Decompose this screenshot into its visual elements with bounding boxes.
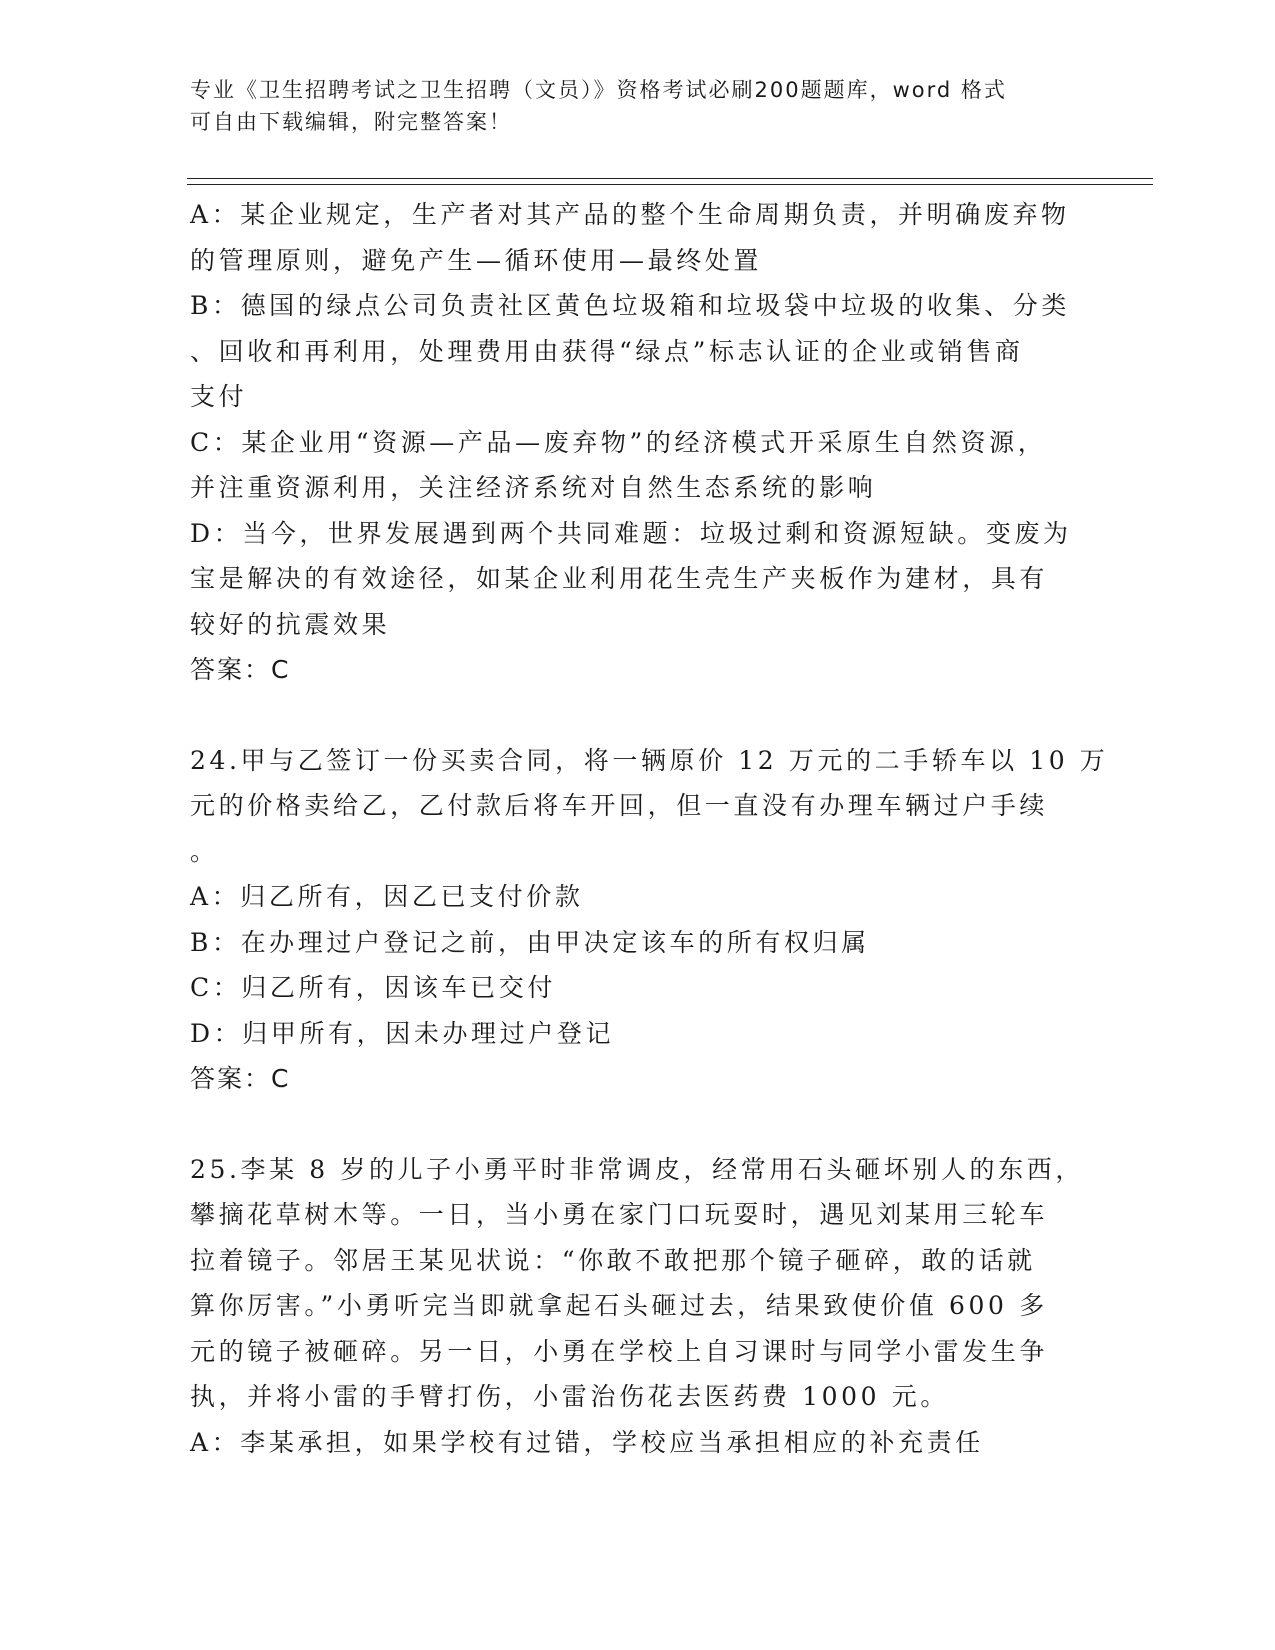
option-b: B：在办理过户登记之前，由甲决定该车的所有权归属 — [190, 927, 870, 957]
answer-label: 答案：C — [190, 1064, 291, 1093]
spacer — [190, 1102, 1090, 1147]
header-divider-top — [187, 178, 1153, 179]
question-stem — [190, 1147, 1090, 1420]
spacer — [190, 693, 1090, 738]
question-stem — [190, 738, 1109, 875]
option-line: B：德国的绿点公司负责社区黄色垃圾箱和垃圾袋中垃圾的收集、分类 — [190, 291, 1070, 320]
stem-line: 25.李某 8 岁的儿子小勇平时非常调皮，经常用石头砸坏别人的东西， — [190, 1154, 1084, 1184]
question-23 — [190, 192, 1090, 693]
document-body — [190, 192, 1109, 1465]
option-line: A：某企业规定，生产者对其产品的整个生命周期负责，并明确废弃物 — [190, 200, 1070, 229]
stem-line: 算你厉害。”小勇听完当即就拿起石头砸过去，结果致使价值 600 多 — [190, 1291, 1048, 1320]
document-header — [190, 74, 1070, 138]
option-b — [190, 283, 1090, 420]
stem-line: 攀摘花草树木等。一日，当小勇在家门口玩耍时，遇见刘某用三轮车 — [190, 1200, 1049, 1229]
stem-line: 执，并将小雷的手臂打伤，小雷治伤花去医药费 1000 元。 — [190, 1382, 949, 1411]
option-d: D：归甲所有，因未办理过户登记 — [190, 1018, 615, 1048]
option-c: C：归乙所有，因该车已交付 — [190, 973, 556, 1002]
stem-line: 24.甲与乙签订一份买卖合同，将一辆原价 12 万元的二手轿车以 10 万 — [190, 745, 1109, 775]
stem-line: 拉着镜子。邻居王某见状说：“你敢不敢把那个镜子砸碎，敢的话就 — [190, 1245, 1036, 1275]
option-a: A：归乙所有，因乙已支付价款 — [190, 882, 584, 911]
stem-line: 。 — [190, 836, 219, 866]
header-title-line-2: 可自由下载编辑，附完整答案！ — [190, 110, 512, 134]
option-a: A：李某承担，如果学校有过错，学校应当承担相应的补充责任 — [190, 1427, 984, 1457]
option-line: D：当今，世界发展遇到两个共同难题：垃圾过剩和资源短缺。变废为 — [190, 518, 1072, 548]
stem-line: 元的镜子被砸碎。另一日，小勇在学校上自习课时与同学小雷发生争 — [190, 1336, 1049, 1366]
header-title-line-1: 专业《卫生招聘考试之卫生招聘（文员）》资格考试必刷200题题库，word 格式 — [190, 78, 1007, 102]
option-line: 、回收和再利用，处理费用由获得“绿点”标志认证的企业或销售商 — [190, 336, 1024, 366]
question-25 — [190, 1147, 1090, 1466]
option-line: 宝是解决的有效途径，如某企业利用花生壳生产夹板作为建材，具有 — [190, 564, 1049, 593]
option-line: C：某企业用“资源—产品—废弃物”的经济模式开采原生自然资源， — [190, 427, 1047, 457]
option-a — [190, 192, 1090, 283]
option-line: 较好的抗震效果 — [190, 609, 391, 639]
stem-line: 元的价格卖给乙，乙付款后将车开回，但一直没有办理车辆过户手续 — [190, 791, 1049, 820]
question-24 — [190, 738, 1109, 1102]
option-c — [190, 420, 1090, 511]
option-line: 并注重资源利用，关注经济系统对自然生态系统的影响 — [190, 473, 877, 502]
option-d — [190, 511, 1090, 648]
option-line: 的管理原则，避免产生—循环使用—最终处置 — [190, 245, 763, 275]
option-line: 支付 — [190, 382, 248, 411]
header-divider-bottom — [187, 184, 1153, 185]
answer-label: 答案：C — [190, 655, 291, 684]
